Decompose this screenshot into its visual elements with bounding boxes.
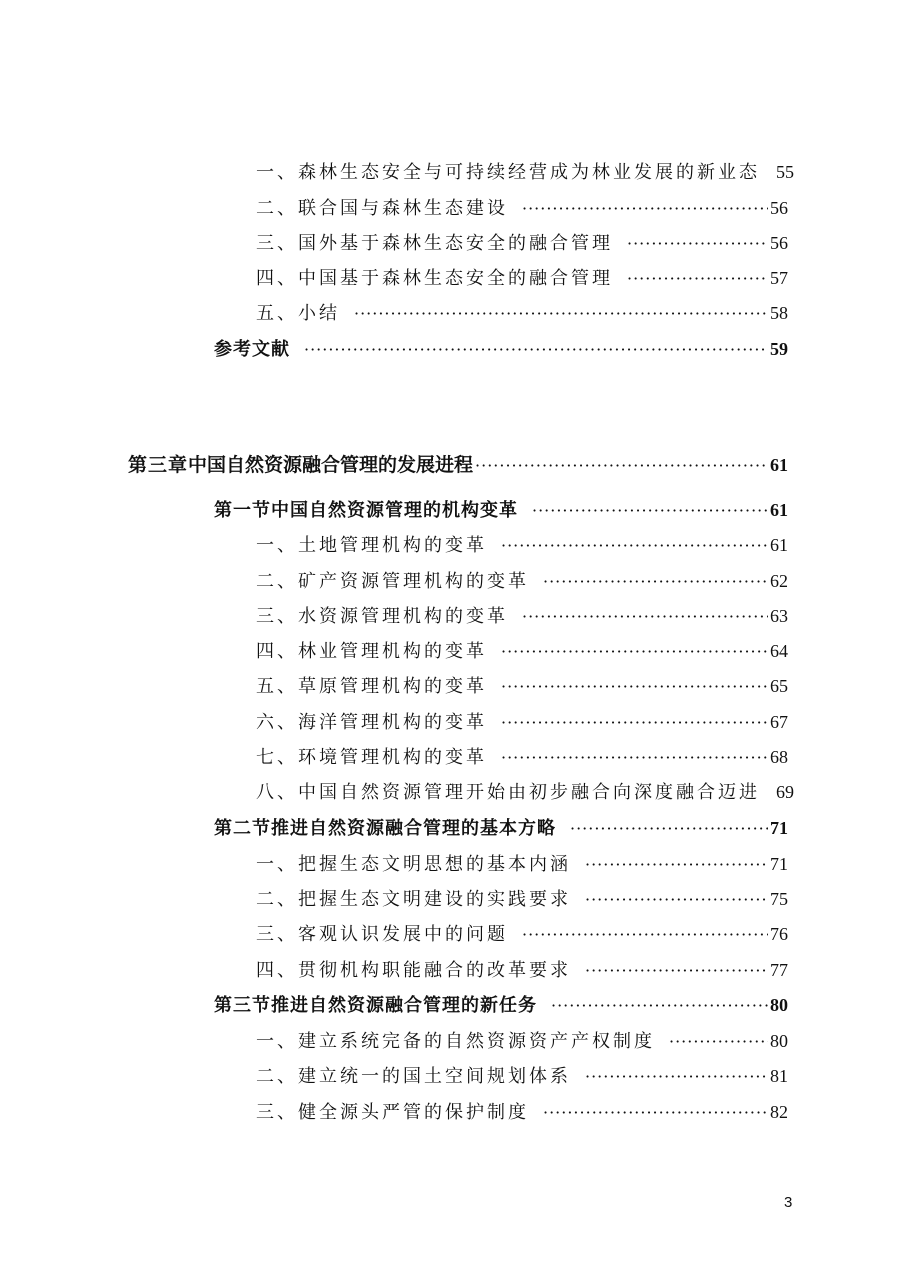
leader-dots: [585, 855, 768, 875]
toc-item-page: 58: [770, 303, 788, 323]
section-label: 第一节: [214, 500, 271, 521]
section-label: 第二节: [214, 818, 271, 839]
toc-item[interactable]: [256, 637, 788, 663]
page-number: 3: [784, 1194, 793, 1211]
chapter-page: 61: [770, 455, 788, 475]
leader-dots: [501, 536, 768, 556]
toc-item-title: 四、林业管理机构的变革: [256, 641, 487, 662]
toc-item-page: 77: [770, 960, 788, 980]
toc-item-page: 65: [770, 676, 788, 696]
toc-item-title: 一、建立系统完备的自然资源资产产权制度: [256, 1031, 655, 1052]
section-page: 61: [770, 500, 788, 520]
toc-chapter[interactable]: [128, 450, 788, 477]
toc-item-page: 76: [770, 924, 788, 944]
toc-section[interactable]: [214, 991, 788, 1017]
toc-item[interactable]: [256, 158, 794, 184]
toc-item[interactable]: [256, 1098, 788, 1124]
toc-item-title: 四、贯彻机构职能融合的改革要求: [256, 960, 571, 981]
toc-item-title: 三、客观认识发展中的问题: [256, 924, 508, 945]
toc-item-page: 71: [770, 854, 788, 874]
chapter-title: 中国自然资源融合管理的发展进程: [188, 454, 474, 476]
toc-item[interactable]: [256, 1027, 788, 1053]
leader-dots: [551, 996, 768, 1016]
toc-item-title: 一、把握生态文明思想的基本内涵: [256, 854, 571, 875]
toc-item[interactable]: [256, 194, 788, 220]
toc-item-title: 三、国外基于森林生态安全的融合管理: [256, 233, 613, 254]
toc-item-title: 七、环境管理机构的变革: [256, 747, 487, 768]
leader-dots: [543, 572, 768, 592]
section-page: 80: [770, 995, 788, 1015]
toc-item-page: 61: [770, 535, 788, 555]
toc-item[interactable]: [256, 850, 788, 876]
toc-item-title: 六、海洋管理机构的变革: [256, 712, 487, 733]
section-title: 推进自然资源融合管理的新任务: [271, 995, 537, 1016]
toc-item-page: 80: [770, 1031, 788, 1051]
leader-dots: [669, 1032, 768, 1052]
toc-item-title: 二、建立统一的国土空间规划体系: [256, 1066, 571, 1087]
toc-item[interactable]: [256, 743, 788, 769]
toc-item[interactable]: [256, 1062, 788, 1088]
toc-item-page: 75: [770, 889, 788, 909]
toc-item-page: 64: [770, 641, 788, 661]
leader-dots: [522, 607, 768, 627]
toc-item[interactable]: [256, 885, 788, 911]
toc-item-page: 81: [770, 1066, 788, 1086]
section-title: 中国自然资源管理的机构变革: [271, 500, 518, 521]
leader-dots: [501, 713, 768, 733]
toc-item-title: 二、矿产资源管理机构的变革: [256, 571, 529, 592]
leader-dots: [627, 269, 768, 289]
toc-item[interactable]: [256, 299, 788, 325]
leader-dots: [475, 456, 768, 476]
toc-item[interactable]: [256, 531, 788, 557]
toc-item-page: 57: [770, 268, 788, 288]
toc-item-page: 56: [770, 233, 788, 253]
toc-item-title: 二、联合国与森林生态建设: [256, 198, 508, 219]
leader-dots: [501, 642, 768, 662]
toc-item[interactable]: [256, 920, 788, 946]
leader-dots: [501, 748, 768, 768]
toc-item-page: 62: [770, 571, 788, 591]
references-title: 参考文献: [214, 339, 290, 360]
leader-dots: [585, 1067, 768, 1087]
leader-dots: [543, 1103, 768, 1123]
toc-item-title: 三、水资源管理机构的变革: [256, 606, 508, 627]
leader-dots: [354, 304, 768, 324]
leader-dots: [304, 340, 768, 360]
toc-section[interactable]: [214, 496, 788, 522]
references-page: 59: [770, 339, 788, 359]
leader-dots: [570, 819, 768, 839]
toc-item[interactable]: [256, 567, 788, 593]
toc-section[interactable]: [214, 814, 788, 840]
toc-item-title: 三、健全源头严管的保护制度: [256, 1102, 529, 1123]
toc-item-page: 63: [770, 606, 788, 626]
toc-item-title: 二、把握生态文明建设的实践要求: [256, 889, 571, 910]
toc-item-title: 八、中国自然资源管理开始由初步融合向深度融合迈进: [256, 782, 760, 803]
toc-item-page: 56: [770, 198, 788, 218]
toc-item[interactable]: [256, 229, 788, 255]
leader-dots: [522, 925, 768, 945]
toc-item[interactable]: [256, 672, 788, 698]
toc-item-page: 69: [776, 782, 794, 802]
toc-item[interactable]: [256, 264, 788, 290]
toc-item-title: 四、中国基于森林生态安全的融合管理: [256, 268, 613, 289]
toc-item-title: 一、森林生态安全与可持续经营成为林业发展的新业态: [256, 162, 760, 183]
leader-dots: [522, 199, 768, 219]
leader-dots: [501, 677, 768, 697]
toc-references[interactable]: [214, 335, 788, 361]
toc-item[interactable]: [256, 956, 788, 982]
leader-dots: [585, 890, 768, 910]
toc-item-title: 五、草原管理机构的变革: [256, 676, 487, 697]
toc-item-page: 55: [776, 162, 794, 182]
toc-item[interactable]: [256, 602, 788, 628]
toc-item-title: 一、土地管理机构的变革: [256, 535, 487, 556]
toc-item-page: 82: [770, 1102, 788, 1122]
toc-item-page: 68: [770, 747, 788, 767]
toc-item-title: 五、小结: [256, 303, 340, 324]
toc-item[interactable]: [256, 778, 794, 804]
section-page: 71: [770, 818, 788, 838]
leader-dots: [627, 234, 768, 254]
section-label: 第三节: [214, 995, 271, 1016]
chapter-label: 第三章: [128, 454, 189, 476]
leader-dots: [532, 501, 768, 521]
leader-dots: [585, 961, 768, 981]
toc-item[interactable]: [256, 708, 788, 734]
toc-item-page: 67: [770, 712, 788, 732]
section-title: 推进自然资源融合管理的基本方略: [271, 818, 556, 839]
